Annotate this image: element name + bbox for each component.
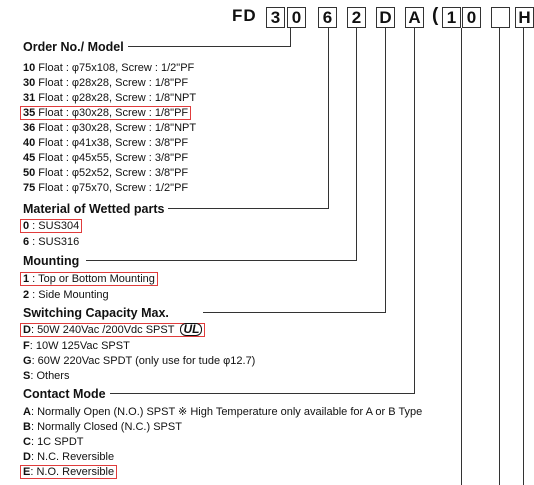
connector-switching-v [385,28,386,313]
contact-item-d: D: N.C. Reversible [23,451,115,463]
switching-item-g: G: 60W 220Vac SPDT (only use for tude φ12.7) [23,355,256,367]
connector-material-v [328,28,329,209]
mounting-item-2: 2 : Side Mounting [23,289,109,301]
switching-item-d [23,323,205,337]
connector-switching-h [203,312,386,313]
order-item-30: 30 Float : φ28x28, Screw : 1/8"PF [23,77,189,89]
contact-item-b: B: Normally Closed (N.C.) SPST [23,421,182,433]
contact-mode-heading: Contact Mode [23,387,106,401]
contact-item-a: A: Normally Open (N.O.) SPST ※ High Temperature only available for A or B Type [23,406,423,418]
connector-contact-v [414,28,415,394]
code-box-6: A [405,7,424,28]
switching-item-d-highlight: D: 50W 240Vac /200Vdc SPST UL [20,323,205,337]
code-box-1: 3 [266,7,285,28]
code-box-3: 6 [318,7,337,28]
order-item-36: 36 Float : φ30x28, Screw : 1/8"NPT [23,122,197,134]
code-box-4: 2 [347,7,366,28]
connector-material-h [168,208,329,209]
connector-mounting-h [86,260,357,261]
material-item-0 [23,219,82,233]
order-item-50: 50 Float : φ52x52, Screw : 3/8"PF [23,167,189,179]
connector-order-v [290,28,291,47]
connector-contact-h [110,393,415,394]
code-box-10: H [515,7,534,28]
order-item-35 [23,106,191,120]
order-model-heading: Order No./ Model [23,40,124,54]
connector-mounting-v [356,28,357,261]
material-item-0-highlight: 0 : SUS304 [20,219,82,233]
code-box-2: 0 [287,7,306,28]
code-box-9 [491,7,510,28]
contact-item-e [23,465,117,479]
contact-item-c: C: 1C SPDT [23,436,84,448]
code-box-8: 0 [462,7,481,28]
mounting-item-1 [23,272,158,286]
order-item-75: 75 Float : φ75x70, Screw : 1/2"PF [23,182,189,194]
code-box-7: 1 [442,7,461,28]
order-item-40: 40 Float : φ41x38, Screw : 3/8"PF [23,137,189,149]
material-item-6: 6 : SUS316 [23,236,80,248]
ul-certification-logo: UL [180,323,202,336]
material-heading: Material of Wetted parts [23,202,165,216]
order-item-31: 31 Float : φ28x28, Screw : 1/8"NPT [23,92,197,104]
order-item-10: 10 Float : φ75x108, Screw : 1/2"PF [23,62,195,74]
order-item-35-highlight: 35 Float : φ30x28, Screw : 1/8"PF [20,106,191,120]
model-code-prefix: FD [232,6,257,25]
order-item-45: 45 Float : φ45x55, Screw : 3/8"PF [23,152,189,164]
connector-order-h [128,46,291,47]
connector-box7-v [461,28,462,485]
open-paren: ( [432,5,439,26]
connector-box10-v [523,28,524,485]
connector-box9-v [499,28,500,485]
contact-item-e-highlight: E: N.O. Reversible [20,465,117,479]
switching-item-s: S: Others [23,370,70,382]
switching-item-f: F: 10W 125Vac SPST [23,340,130,352]
mounting-heading: Mounting [23,254,80,268]
code-box-5: D [376,7,395,28]
mounting-item-1-highlight: 1 : Top or Bottom Mounting [20,272,158,286]
switching-heading: Switching Capacity Max. [23,306,169,320]
